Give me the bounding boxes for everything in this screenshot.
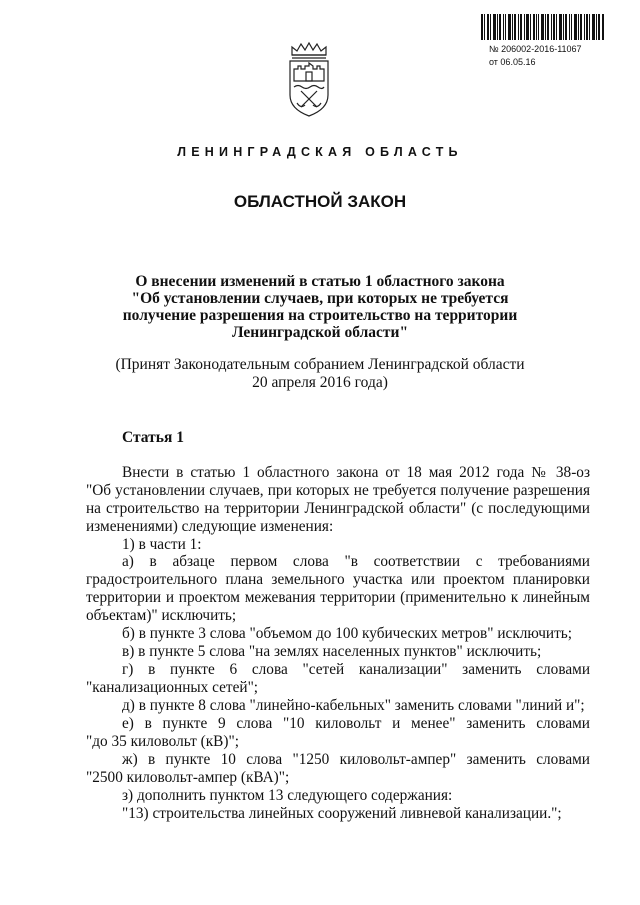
body-line: е) в пункте 9 слова "10 киловольт и менее" заменить словами — [122, 715, 590, 732]
title-line: О внесении изменений в статью 1 областного закона — [135, 273, 505, 290]
law-title — [100, 273, 540, 341]
body-line: "до 35 киловольт (кВ)"; — [86, 733, 239, 750]
region-name: ЛЕНИНГРАДСКАЯ ОБЛАСТЬ — [177, 145, 463, 159]
body-line: "Об установлении случаев, при которых не требуется получение разрешения — [86, 482, 590, 499]
adoption-line: 20 апреля 2016 года) — [252, 374, 388, 391]
article-heading: Статья 1 — [122, 429, 184, 446]
body-line: изменениями) следующие изменения: — [86, 518, 334, 535]
body-line: "2500 киловольт-ампер (кВА)"; — [86, 769, 290, 786]
title-line: получение разрешения на строительство на территории — [122, 307, 518, 324]
body-line: объектам)" исключить; — [86, 607, 237, 624]
body-line: в) в пункте 5 слова "на землях населенных пунктов" исключить; — [122, 643, 542, 660]
body-line: а) в абзаце первом слова "в соответствии с требованиями — [122, 553, 590, 570]
body-line: д) в пункте 8 слова "линейно-кабельных" заменить словами "линий и"; — [122, 697, 585, 714]
body-line: г) в пункте 6 слова "сетей канализации" заменить словами — [122, 661, 590, 678]
body-line: "13) строительства линейных сооружений ливневой канализации."; — [122, 805, 562, 822]
coat-of-arms-icon — [286, 41, 332, 118]
body-line: градостроительного плана земельного участка или проектом планировки — [86, 571, 590, 588]
adoption-line: (Принят Законодательным собранием Ленинградской области — [115, 356, 525, 373]
body-line: з) дополнить пунктом 13 следующего содержания: — [122, 787, 453, 804]
body-line: на строительство на территории Ленинградской области" (с последующими — [86, 500, 590, 517]
body-line: 1) в части 1: — [122, 536, 202, 553]
adoption-note — [90, 356, 550, 392]
registration-number: № 206002-2016-11067 — [489, 44, 582, 54]
title-line: Ленинградской области" — [231, 324, 409, 341]
body-line: Внести в статью 1 областного закона от 18 мая 2012 года № 38-оз — [122, 464, 590, 481]
body-line: б) в пункте 3 слова "объемом до 100 кубических метров" исключить; — [122, 625, 573, 642]
body-line: "канализационных сетей"; — [86, 679, 259, 696]
registration-date: от 06.05.16 — [489, 57, 536, 67]
body-line: территории и проектом межевания территории (применительно к линейным — [86, 589, 590, 606]
barcode — [481, 14, 604, 40]
body-line: ж) в пункте 10 слова "1250 киловольт-ампер" заменить словами — [122, 751, 590, 768]
title-line: "Об установлении случаев, при которых не требуется — [131, 290, 509, 307]
document-type: ОБЛАСТНОЙ ЗАКОН — [233, 192, 407, 211]
